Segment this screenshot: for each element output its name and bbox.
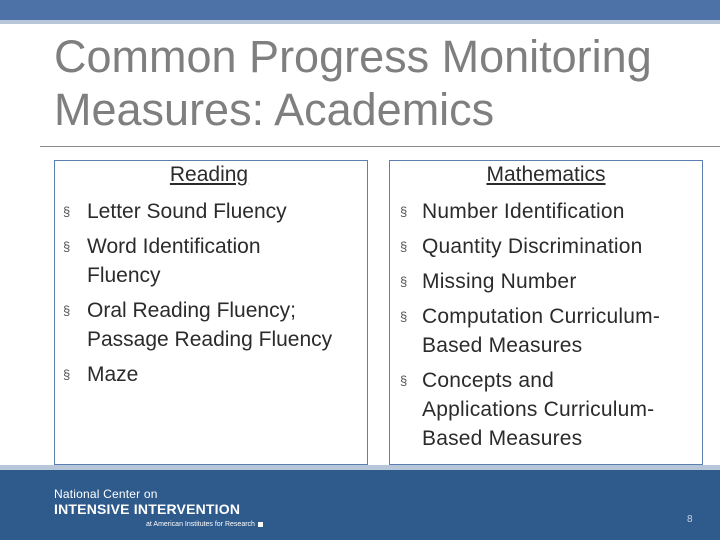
bullet-icon: §	[63, 367, 71, 382]
square-icon	[258, 522, 263, 527]
list-item	[400, 197, 700, 226]
math-item-text: Number Identification	[422, 200, 625, 223]
footer-bar	[0, 465, 720, 540]
title-divider	[40, 146, 720, 147]
list-item	[63, 232, 373, 290]
org-name-line-1: National Center on	[54, 487, 158, 501]
bullet-icon: §	[63, 204, 71, 219]
reading-item-text: Oral Reading Fluency; Passage Reading Fluency	[87, 299, 333, 351]
mathematics-box	[389, 160, 703, 465]
bullet-icon: §	[400, 309, 408, 324]
math-item-text: Quantity Discrimination	[422, 235, 643, 258]
mathematics-list	[400, 197, 700, 459]
title-line-2: Measures: Academics	[54, 84, 495, 135]
bullet-icon: §	[400, 274, 408, 289]
math-item-text: Concepts and Applications Curriculum- Based Measures	[422, 369, 655, 450]
bullet-icon: §	[400, 204, 408, 219]
list-item	[400, 366, 700, 453]
bullet-icon: §	[63, 303, 71, 318]
reading-heading: Reading	[169, 163, 249, 186]
reading-item-text: Word Identification Fluency	[87, 235, 261, 287]
list-item	[400, 302, 700, 360]
slide-title	[54, 30, 714, 136]
list-item	[400, 267, 700, 296]
bullet-icon: §	[400, 373, 408, 388]
org-affiliation	[146, 521, 263, 528]
list-item	[63, 296, 373, 354]
list-item	[63, 197, 373, 226]
list-item	[400, 232, 700, 261]
bullet-icon: §	[63, 239, 71, 254]
math-item-text: Missing Number	[422, 270, 577, 293]
title-line-1: Common Progress Monitoring	[54, 31, 652, 82]
org-name-line-2: INTENSIVE INTERVENTION	[54, 501, 241, 517]
reading-list	[63, 197, 373, 395]
reading-item-text: Maze	[87, 363, 139, 386]
page-number: 8	[687, 514, 693, 525]
reading-box	[54, 160, 368, 465]
bullet-icon: §	[400, 239, 408, 254]
org-affiliation-text: at American Institutes for Research	[146, 521, 255, 528]
list-item	[63, 360, 373, 389]
reading-item-text: Letter Sound Fluency	[87, 200, 287, 223]
mathematics-heading: Mathematics	[486, 163, 606, 186]
math-item-text: Computation Curriculum- Based Measures	[422, 305, 661, 357]
top-accent-bar	[0, 0, 720, 24]
